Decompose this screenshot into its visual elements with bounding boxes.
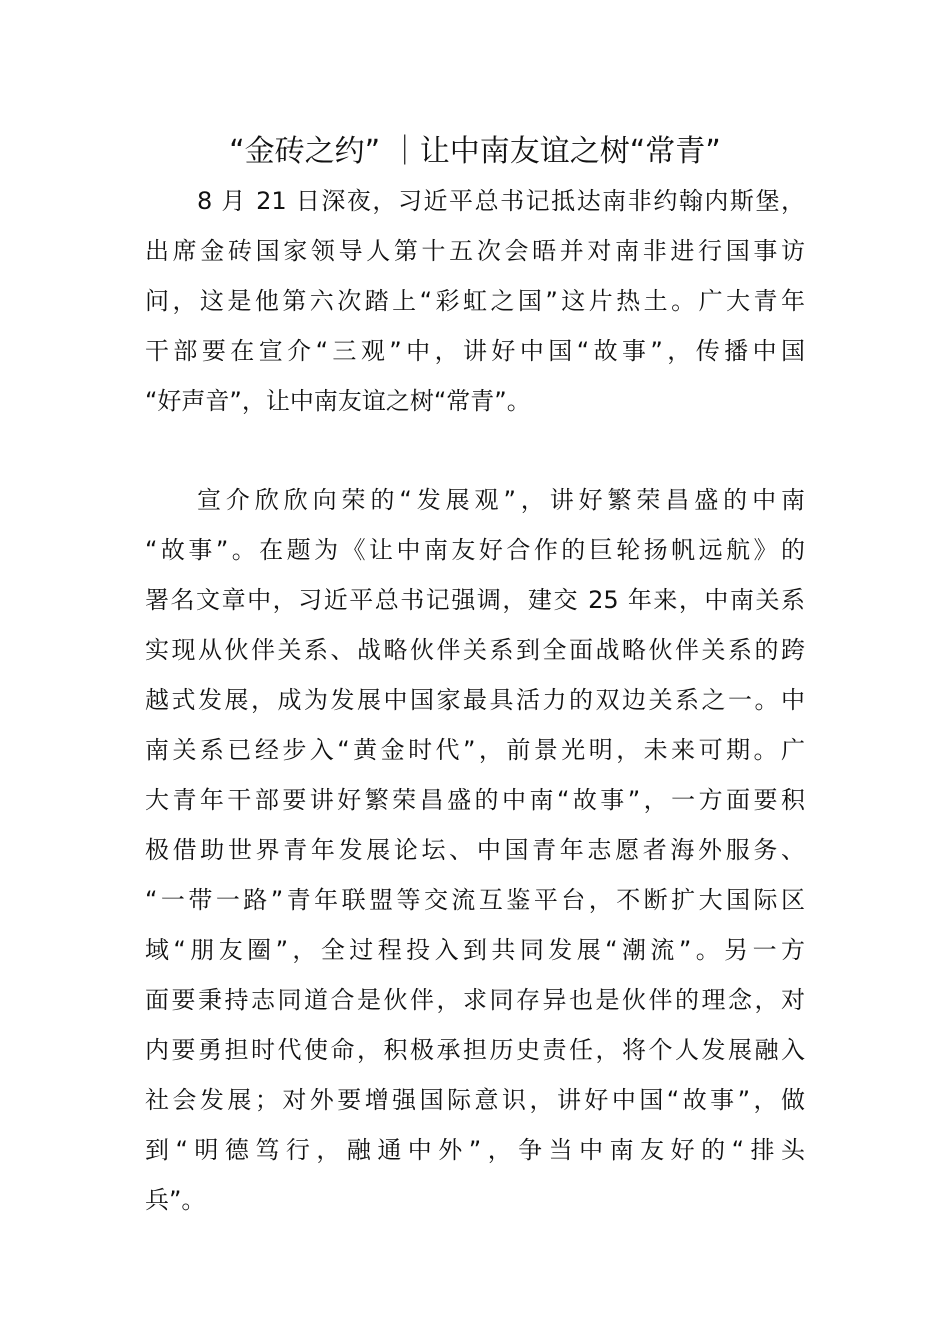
paragraph-line: 越式发展，成为发展中国家最具活力的双边关系之一。中	[145, 686, 805, 714]
paragraph-line: 域“朋友圈”，全过程投入到共同发展“潮流”。另一方	[145, 936, 805, 964]
paragraph-line: 大青年干部要讲好繁荣昌盛的中南“故事”，一方面要积	[145, 786, 805, 814]
paragraph-line: 宣介欣欣向荣的“发展观”，讲好繁荣昌盛的中南	[197, 486, 805, 514]
paragraph-line: 极借助世界青年发展论坛、中国青年志愿者海外服务、	[145, 836, 805, 864]
paragraph-line: 到“明德笃行，融通中外”，争当中南友好的“排头	[145, 1136, 805, 1164]
paragraph-1	[145, 176, 805, 426]
paragraph-line: 问，这是他第六次踏上“彩虹之国”这片热土。广大青年	[145, 287, 805, 315]
paragraph-line: 实现从伙伴关系、战略伙伴关系到全面战略伙伴关系的跨	[145, 636, 805, 664]
paragraph-line: “故事”。在题为《让中南友好合作的巨轮扬帆远航》的	[145, 536, 805, 564]
paragraph-line: 8 月 21 日深夜，习近平总书记抵达南非约翰内斯堡，	[197, 187, 805, 215]
paragraph-line: 署名文章中，习近平总书记强调，建交 25 年来，中南关系	[145, 586, 805, 614]
paragraph-line: 南关系已经步入“黄金时代”，前景光明，未来可期。广	[145, 736, 805, 764]
paragraph-line: “好声音”，让中南友谊之树“常青”。	[145, 387, 531, 415]
paragraph-line: 社会发展；对外要增强国际意识，讲好中国“故事”，做	[145, 1086, 805, 1114]
paragraph-line: 出席金砖国家领导人第十五次会晤并对南非进行国事访	[145, 237, 805, 265]
paragraph-line: 内要勇担时代使命，积极承担历史责任，将个人发展融入	[145, 1036, 805, 1064]
paragraph-line: “一带一路”青年联盟等交流互鉴平台，不断扩大国际区	[145, 886, 805, 914]
article-title: “金砖之约” ｜让中南友谊之树“常青”	[229, 134, 721, 169]
paragraph-2	[145, 475, 805, 1225]
paragraph-line: 面要秉持志同道合是伙伴，求同存异也是伙伴的理念，对	[145, 986, 805, 1014]
paragraph-line: 干部要在宣介“三观”中，讲好中国“故事”，传播中国	[145, 337, 805, 365]
paragraph-line: 兵”。	[145, 1186, 206, 1214]
